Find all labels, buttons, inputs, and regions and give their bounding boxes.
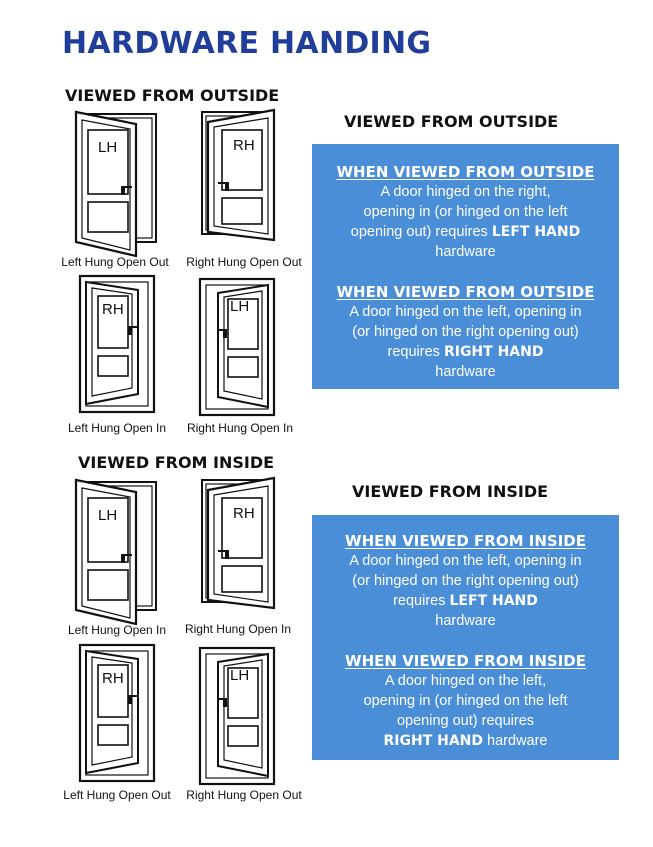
door-letter-label: RH bbox=[102, 301, 124, 318]
door-open-in-hinge-left-icon bbox=[70, 478, 170, 618]
rule-line: A door hinged on the left, bbox=[384, 673, 547, 689]
rule-heading: WHEN VIEWED FROM OUTSIDE bbox=[336, 283, 595, 301]
rule-line: A door hinged on the left, opening in bbox=[349, 304, 582, 320]
door-diagram-right-hung-open-out bbox=[196, 108, 296, 248]
door-letter-label: RH bbox=[233, 505, 255, 522]
door-diagram-left-hung-open-in bbox=[70, 478, 170, 618]
rule-emphasis: RIGHT HAND bbox=[443, 344, 544, 360]
door-diagram-right-hung-open-in bbox=[200, 279, 300, 419]
door-open-out-hinge-left-icon bbox=[80, 645, 180, 785]
rule-emphasis: RIGHT HAND bbox=[383, 733, 484, 749]
door-diagram-left-hung-open-in bbox=[80, 276, 180, 416]
door-caption: Left Hung Open Out bbox=[61, 255, 169, 269]
outside-rules-heading: VIEWED FROM OUTSIDE bbox=[344, 112, 559, 131]
rule-emphasis: LEFT HAND bbox=[491, 224, 581, 240]
door-caption: Right Hung Open In bbox=[184, 622, 292, 636]
door-open-in-hinge-left-icon bbox=[80, 276, 180, 416]
outside-rules-box bbox=[312, 144, 619, 389]
outside-rule-right-hand bbox=[312, 282, 619, 382]
rule-line: hardware bbox=[435, 364, 496, 380]
inside-rules-box bbox=[312, 515, 619, 760]
door-caption: Left Hung Open Out bbox=[63, 788, 171, 802]
inside-rule-left-hand bbox=[312, 531, 619, 631]
door-open-out-hinge-right-icon bbox=[200, 648, 300, 788]
outside-rule-left-hand bbox=[312, 162, 619, 262]
door-diagram-left-hung-open-out bbox=[70, 110, 170, 250]
outside-diagrams-heading: VIEWED FROM OUTSIDE bbox=[65, 86, 280, 105]
door-diagram-right-hung-open-in bbox=[196, 476, 296, 616]
door-letter-label: LH bbox=[98, 507, 118, 524]
rule-emphasis: LEFT HAND bbox=[449, 593, 538, 609]
door-open-in-hinge-right-icon bbox=[196, 476, 296, 616]
rule-line: hardware bbox=[435, 244, 496, 260]
inside-rules-heading: VIEWED FROM INSIDE bbox=[352, 482, 549, 501]
inside-rule-right-hand bbox=[312, 651, 619, 751]
rule-line: requires RIGHT HAND bbox=[387, 344, 544, 360]
rule-line: RIGHT HAND hardware bbox=[383, 733, 548, 749]
rule-line: (or hinged on the right opening out) bbox=[352, 324, 579, 340]
door-letter-label: RH bbox=[102, 670, 124, 687]
page-title: HARDWARE HANDING bbox=[62, 26, 432, 61]
door-letter-label: LH bbox=[98, 139, 118, 156]
door-open-out-hinge-right-icon bbox=[196, 108, 296, 248]
rule-line: opening out) requires LEFT HAND bbox=[350, 224, 581, 240]
door-caption: Right Hung Open Out bbox=[186, 255, 302, 269]
rule-line: hardware bbox=[435, 613, 496, 629]
door-letter-label: LH bbox=[230, 667, 250, 684]
rule-line: opening out) requires bbox=[396, 713, 535, 729]
door-diagram-right-hung-open-out bbox=[200, 648, 300, 788]
door-open-out-hinge-left-icon bbox=[70, 110, 170, 250]
rule-line: opening in (or hinged on the left bbox=[363, 693, 568, 709]
door-letter-label: LH bbox=[230, 298, 250, 315]
rule-line: A door hinged on the left, opening in bbox=[349, 553, 582, 569]
door-caption: Right Hung Open Out bbox=[186, 788, 302, 802]
rule-heading: WHEN VIEWED FROM INSIDE bbox=[345, 652, 586, 670]
door-diagram-left-hung-open-out bbox=[80, 645, 180, 785]
rule-heading: WHEN VIEWED FROM OUTSIDE bbox=[336, 163, 595, 181]
rule-line: requires LEFT HAND bbox=[393, 593, 538, 609]
inside-diagrams-heading: VIEWED FROM INSIDE bbox=[78, 453, 275, 472]
door-letter-label: RH bbox=[233, 137, 255, 154]
door-open-in-hinge-right-icon bbox=[200, 279, 300, 419]
rule-line: opening in (or hinged on the left bbox=[363, 204, 568, 220]
rule-line: (or hinged on the right opening out) bbox=[352, 573, 579, 589]
door-caption: Right Hung Open In bbox=[186, 421, 294, 435]
door-caption: Left Hung Open In bbox=[67, 623, 167, 637]
door-caption: Left Hung Open In bbox=[67, 421, 167, 435]
rule-heading: WHEN VIEWED FROM INSIDE bbox=[345, 532, 586, 550]
rule-line: A door hinged on the right, bbox=[380, 184, 551, 200]
